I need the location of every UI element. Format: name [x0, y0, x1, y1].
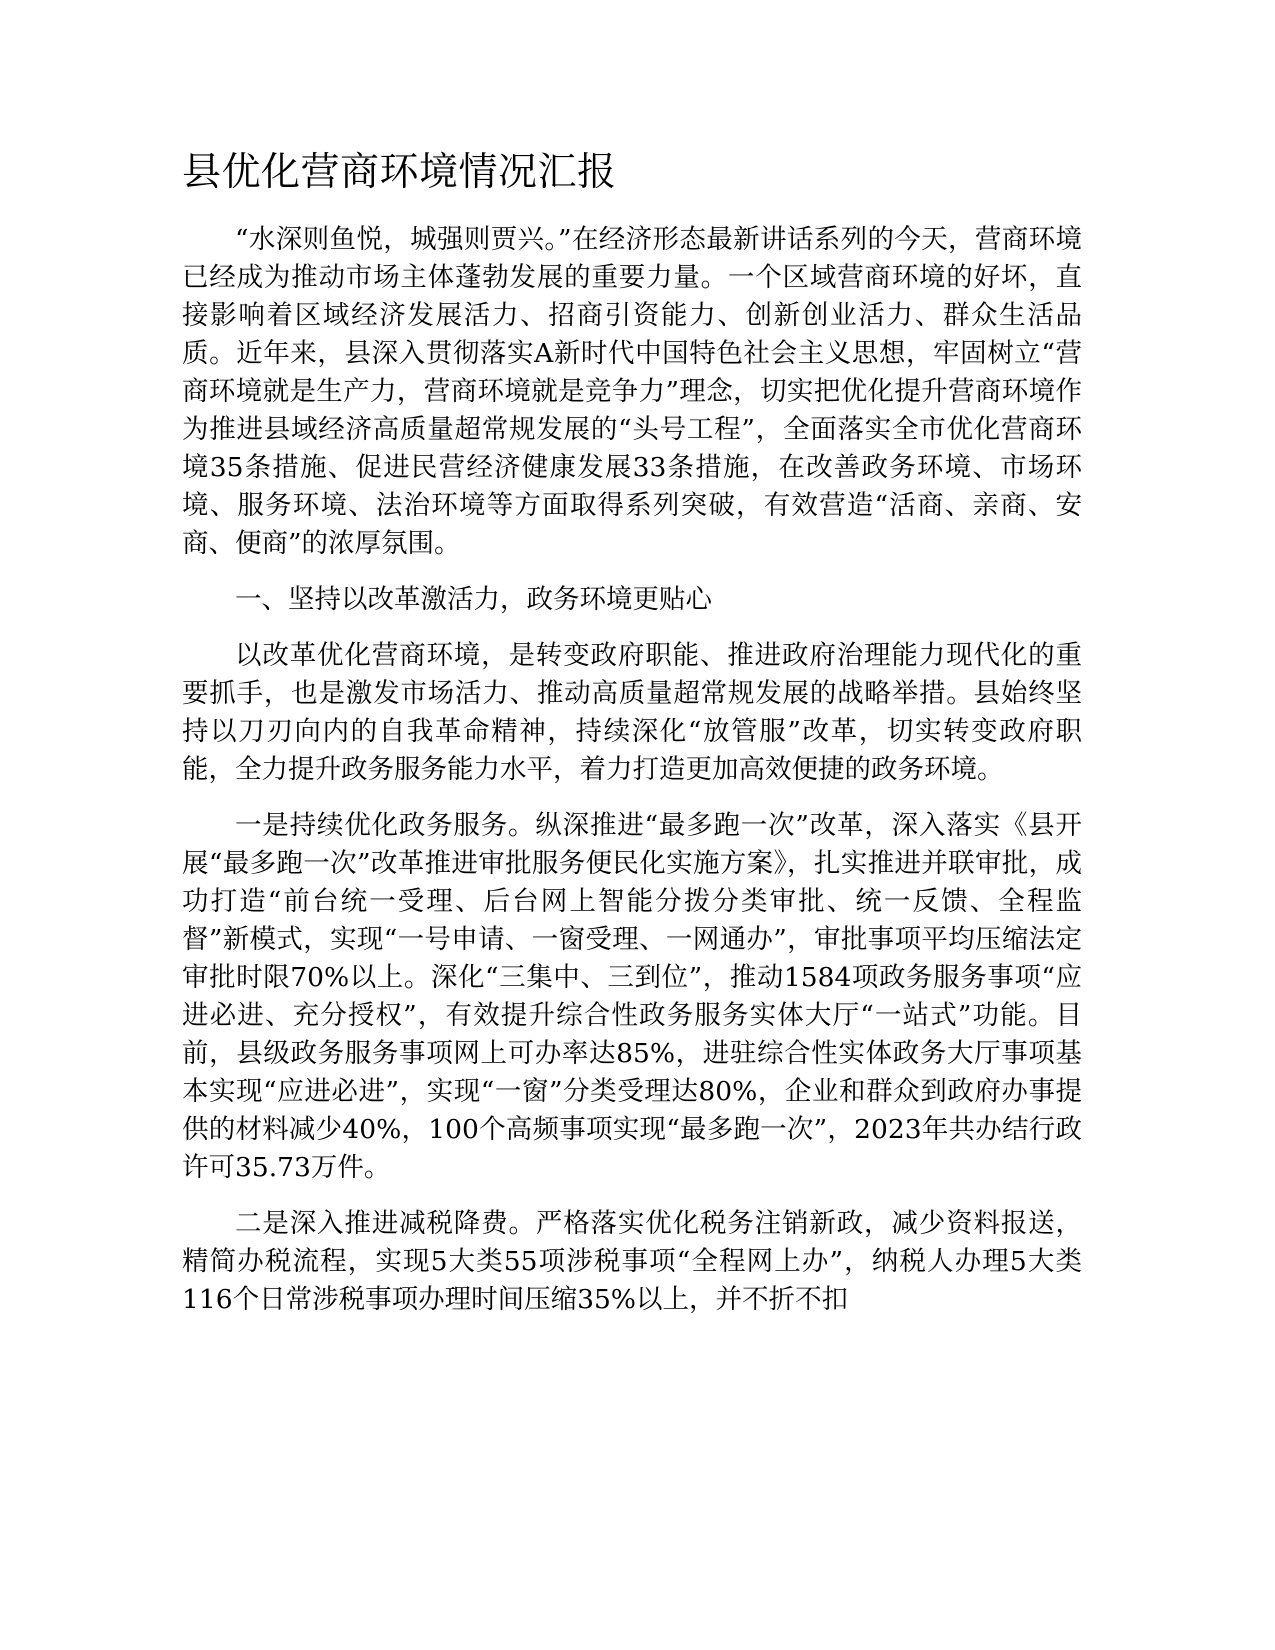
section-1-paragraph: 以改革优化营商环境，是转变政府职能、推进政府治理能力现代化的重要抓手，也是激发市场活力、推动高质量超常规发展的战略举措。县始终坚持以刀刃向内的自我革命精神，持续深化“放管服”改革，切实转变政府职能，全力提升政务服务能力水平，着力打造更加高效便捷的政务环境。 [182, 639, 1082, 785]
point-2-paragraph: 二是深入推进减税降费。严格落实优化税务注销新政，减少资料报送，精简办税流程，实现5大类55项涉税事项“全程网上办”，纳税人办理5大类116个日常涉税事项办理时间压缩35%以上，并不折不扣 [182, 1207, 1082, 1315]
document-page [182, 150, 1082, 1337]
document-title: 县优化营商环境情况汇报 [182, 150, 617, 195]
point-1-paragraph: 一是持续优化政务服务。纵深推进“最多跑一次”改革，深入落实《县开展“最多跑一次”改革推进审批服务便民化实施方案》，扎实推进并联审批，成功打造“前台统一受理、后台网上智能分拨分类审批、统一反馈、全程监督”新模式，实现“一号申请、一窗受理、一网通办”，审批事项平均压缩法定审批时限70%以上。深化“三集中、三到位”，推动1584项政务服务事项“应进必进、充分授权”，有效提升综合性政务服务实体大厅“一站式”功能。目前，县级政务服务事项网上可办率达85%，进驻综合性实体政务大厅事项基本实现“应进必进”，实现“一窗”分类受理达80%，企业和群众到政府办事提供的材料减少40%，100个高频事项实现“最多跑一次”，2023年共办结行政许可35.73万件。 [182, 809, 1082, 1183]
intro-paragraph: “水深则鱼悦，城强则贾兴。”在经济形态最新讲话系列的今天，营商环境已经成为推动市场主体蓬勃发展的重要力量。一个区域营商环境的好坏，直接影响着区域经济发展活力、招商引资能力、创新创业活力、群众生活品质。近年来，县深入贯彻落实A新时代中国特色社会主义思想，牢固树立“营商环境就是生产力，营商环境就是竞争力”理念，切实把优化提升营商环境作为推进县域经济高质量超常规发展的“头号工程”，全面落实全市优化营商环境35条措施、促进民营经济健康发展33条措施，在改善政务环境、市场环境、服务环境、法治环境等方面取得系列突破，有效营造“活商、亲商、安商、便商”的浓厚氛围。 [182, 223, 1082, 559]
section-1-heading: 一、坚持以改革激活力，政务环境更贴心 [235, 583, 712, 615]
